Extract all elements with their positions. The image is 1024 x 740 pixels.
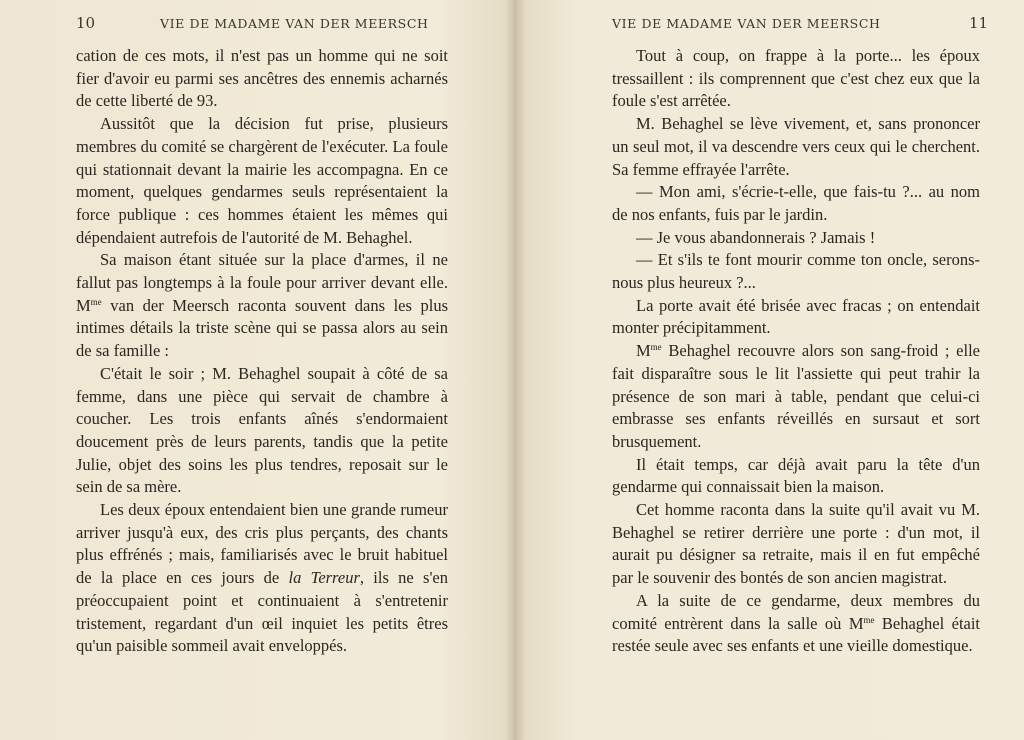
title-sup: me xyxy=(650,342,662,353)
page-number-left: 10 xyxy=(76,14,96,32)
paragraph: Tout à coup, on frappe à la porte... les époux tressaillent : ils comprennent que c'est chez eux que la foule s'est arrêtée. xyxy=(612,46,980,111)
paragraph xyxy=(612,340,980,454)
paragraph-text: Behaghel recouvre alors son sang-froid ; elle fait disparaître sous le lit l'assiette qui peut trahir la présence de son mari à table, pendant que celui-ci embrasse ses enfants réveillés en sursaut et sort brusquement. xyxy=(612,341,980,451)
paragraph: C'était le soir ; M. Behaghel soupait à côté de sa femme, dans une pièce qui servait de chambre à coucher. Les trois enfants aînés s'endormaient doucement près de leurs parents, tandis que la petite Julie, objet des soins les plus tendres, reposait sur le sein de sa mère. xyxy=(76,363,448,497)
paragraph: cation de ces mots, il n'est pas un homme qui ne soit fier d'avoir eu parmi ses ancêtres des ennemis acharnés de cette liberté de 93. xyxy=(76,46,448,111)
paragraph-text: Les deux époux entendaient bien une grande rumeur arriver jusqu'à eux, des cris plus perçants, des chants plus effrénés ; mais, familiarisés avec le bruit habituel de la place en ces jours de xyxy=(76,500,448,588)
title-abbrev: M xyxy=(76,295,91,315)
paragraph xyxy=(76,249,448,363)
paragraph-text: , ils ne s'en préoccupaient point et continuaient à s'entretenir tristement, regardant d'un œil inquiet les petits êtres qu'un paisible sommeil avait enveloppés. xyxy=(76,568,448,656)
paragraph: — Mon ami, s'écrie-t-elle, que fais-tu ?... au nom de nos enfants, fuis par le jardin. xyxy=(612,182,980,224)
paragraph xyxy=(76,499,448,658)
running-head-left: VIE DE MADAME VAN DER MEERSCH xyxy=(160,16,429,31)
paragraph-text: A la suite de ce gendarme, deux membres du comité entrèrent dans la salle où xyxy=(612,590,980,633)
right-page-text xyxy=(612,45,980,658)
paragraph: La porte avait été brisée avec fracas ; on entendait monter précipitamment. xyxy=(612,295,980,338)
paragraph: M. Behaghel se lève vivement, et, sans prononcer un seul mot, il va descendre vers ceux qui le cherchent. Sa femme effrayée l'arrête. xyxy=(612,114,980,179)
page-number-right: 11 xyxy=(969,14,989,32)
running-head-right: VIE DE MADAME VAN DER MEERSCH xyxy=(612,16,881,31)
title-abbrev: M xyxy=(636,341,651,361)
title-sup: me xyxy=(90,296,102,307)
paragraph xyxy=(612,590,980,658)
italic-phrase: la Terreur xyxy=(288,568,360,588)
paragraph: Cet homme raconta dans la suite qu'il avait vu M. Behaghel se retirer derrière une porte : d'un mot, il aurait pu désigner sa retraite, mais il en fut empêché par le souvenir des bontés de son ancien magistrat. xyxy=(612,500,980,588)
right-page xyxy=(514,0,1024,740)
paragraph: — Je vous abandonnerais ? Jamais ! xyxy=(636,227,876,247)
paragraph-text: Sa maison étant située sur la place d'armes, il ne fallut pas longtemps à la foule pour arriver devant elle. xyxy=(76,250,448,293)
paragraph: Il était temps, car déjà avait paru la tête d'un gendarme qui connaissait bien la maison. xyxy=(612,454,980,497)
paragraph: — Et s'ils te font mourir comme ton oncle, serons-nous plus heureux ?... xyxy=(612,250,980,293)
paragraph: Aussitôt que la décision fut prise, plusieurs membres du comité se chargèrent de l'exécuter. La foule qui stationnait devant la mairie les accompagna. En ce moment, quelques gendarmes seuls représentaient la force publique : ces hommes étaient les mêmes qui dépendaient autrefois de l'autorité de M. Behaghel. xyxy=(76,114,448,247)
paragraph-text: Behaghel était restée seule avec ses enfants et une vieille domestique. xyxy=(612,613,981,656)
paragraph-text: van der Meersch raconta souvent dans les plus intimes détails la triste scène qui se passa alors au sein de sa famille : xyxy=(76,295,449,361)
title-sup: me xyxy=(863,614,875,625)
book-gutter xyxy=(505,0,525,740)
title-abbrev: M xyxy=(848,613,864,633)
left-page-text xyxy=(76,45,448,658)
